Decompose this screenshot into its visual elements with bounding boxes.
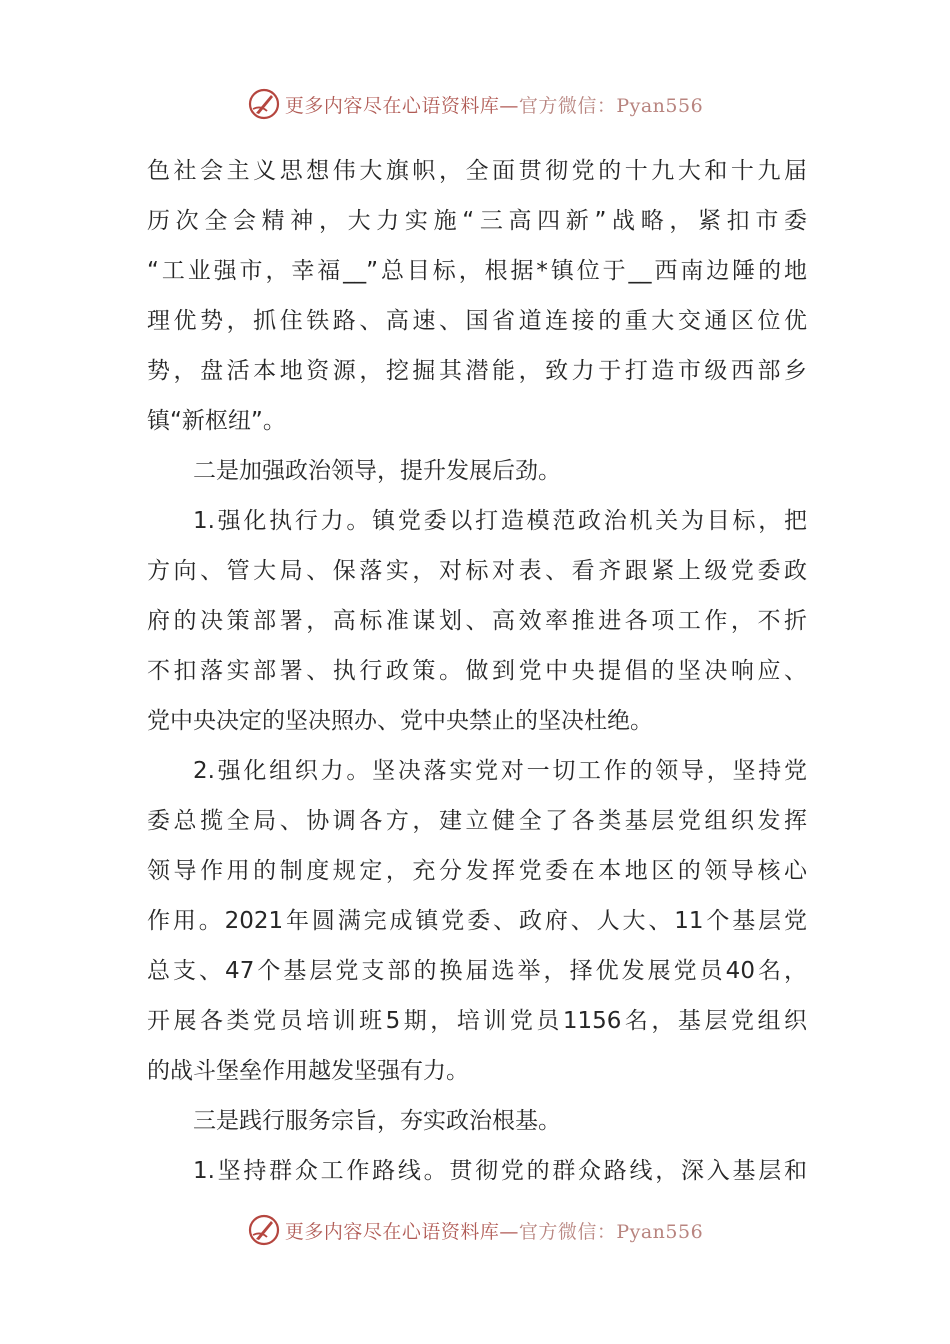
- quill-logo-icon: [247, 87, 281, 121]
- body-line: “工业强市，幸福__”总目标，根据*镇位于__西南边陲的地: [147, 258, 807, 284]
- banner-text: 更多内容尽在心语资料库—官方微信：Pyan556: [284, 94, 704, 117]
- body-line: 理优势，抓住铁路、高速、国省道连接的重大交通区位优: [147, 308, 807, 334]
- document-body: [147, 146, 807, 1196]
- quill-logo-icon: [247, 1213, 281, 1247]
- body-line: 方向、管大局、保落实，对标对表、看齐跟紧上级党委政: [147, 558, 807, 584]
- body-line: 的战斗堡垒作用越发坚强有力。: [147, 1058, 469, 1084]
- body-line: 领导作用的制度规定，充分发挥党委在本地区的领导核心: [147, 858, 807, 884]
- body-line: 2.强化组织力。坚决落实党对一切工作的领导，坚持党: [193, 758, 807, 784]
- body-line: 府的决策部署，高标准谋划、高效率推进各项工作，不折: [147, 608, 807, 634]
- banner-text: 更多内容尽在心语资料库—官方微信：Pyan556: [284, 1220, 704, 1243]
- section-heading: 二是加强政治领导，提升发展后劲。: [193, 458, 561, 484]
- body-line: 镇“新枢纽”。: [147, 408, 286, 434]
- footer-watermark-banner: [0, 1210, 950, 1250]
- body-line: 色社会主义思想伟大旗帜，全面贯彻党的十九大和十九届: [147, 158, 807, 184]
- body-line: 势，盘活本地资源，挖掘其潜能，致力于打造市级西部乡: [147, 358, 807, 384]
- body-line: 委总揽全局、协调各方，建立健全了各类基层党组织发挥: [147, 808, 807, 834]
- body-line: 总支、47个基层党支部的换届选举，择优发展党员40名，: [147, 958, 807, 984]
- body-line: 开展各类党员培训班5期，培训党员1156名，基层党组织: [147, 1008, 807, 1034]
- body-line: 历次全会精神，大力实施“三高四新”战略，紧扣市委: [147, 208, 807, 234]
- body-line: 1.强化执行力。镇党委以打造模范政治机关为目标，把: [193, 508, 807, 534]
- section-heading: 三是践行服务宗旨，夯实政治根基。: [193, 1108, 561, 1134]
- body-line: 党中央决定的坚决照办、党中央禁止的坚决杜绝。: [147, 708, 653, 734]
- header-watermark-banner: [0, 84, 950, 124]
- body-line: 不扣落实部署、执行政策。做到党中央提倡的坚决响应、: [147, 658, 807, 684]
- body-line: 作用。2021年圆满完成镇党委、政府、人大、11个基层党: [147, 908, 807, 934]
- body-line: 1.坚持群众工作路线。贯彻党的群众路线，深入基层和: [193, 1158, 807, 1184]
